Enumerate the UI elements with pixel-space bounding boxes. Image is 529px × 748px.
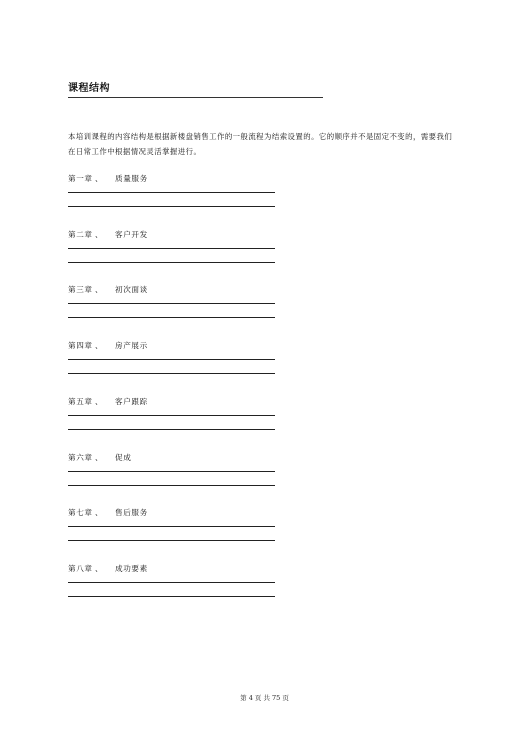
chapter-number: 第二章	[68, 230, 93, 239]
chapter-separator: 、	[95, 508, 103, 517]
chapter-separator: 、	[95, 285, 103, 294]
blank-line	[68, 485, 275, 486]
blank-line	[68, 206, 275, 207]
blank-line	[68, 582, 275, 583]
chapter-name: 客户跟踪	[115, 397, 148, 406]
chapter-number: 第六章	[68, 453, 93, 462]
chapter-7	[68, 507, 278, 547]
intro-paragraph: 本培训课程的内容结构是根据新楼盘销售工作的一般流程为结索设置的。它的顺序并不是固定不变的，需要我们在日常工作中根据情况灵活掌握进行。	[68, 132, 453, 156]
chapter-2	[68, 229, 278, 269]
blank-line	[68, 262, 275, 263]
chapter-name: 促成	[115, 453, 132, 462]
chapter-number: 第八章	[68, 564, 93, 573]
blank-line	[68, 596, 275, 597]
blank-line	[68, 540, 275, 541]
blank-line	[68, 429, 275, 430]
chapter-number: 第五章	[68, 397, 93, 406]
chapter-8	[68, 563, 278, 603]
blank-line	[68, 303, 275, 304]
blank-line	[68, 359, 275, 360]
chapter-number: 第四章	[68, 341, 93, 350]
chapter-name: 质量服务	[115, 174, 148, 183]
blank-line	[68, 471, 275, 472]
chapter-name: 房产展示	[115, 341, 148, 350]
blank-line	[68, 373, 275, 374]
chapter-number: 第一章	[68, 174, 93, 183]
blank-line	[68, 248, 275, 249]
chapter-separator: 、	[95, 397, 103, 406]
blank-line	[68, 317, 275, 318]
chapter-separator: 、	[95, 230, 103, 239]
chapter-name: 售后服务	[115, 508, 148, 517]
chapter-4	[68, 340, 278, 380]
chapter-3	[68, 284, 278, 324]
chapter-6	[68, 452, 278, 492]
section-title-row	[68, 83, 323, 98]
chapter-separator: 、	[95, 341, 103, 350]
section-title: 课程结构	[68, 83, 110, 94]
blank-line	[68, 192, 275, 193]
chapter-5	[68, 396, 278, 436]
page-footer: 第 4 页 共 75 页	[240, 694, 289, 702]
chapter-name: 初次面谈	[115, 285, 148, 294]
chapter-separator: 、	[95, 453, 103, 462]
blank-line	[68, 526, 275, 527]
chapter-1	[68, 173, 278, 213]
chapter-name: 客户开发	[115, 230, 148, 239]
chapter-number: 第三章	[68, 285, 93, 294]
chapter-number: 第七章	[68, 508, 93, 517]
chapter-separator: 、	[95, 174, 103, 183]
blank-line	[68, 415, 275, 416]
chapter-name: 成功要素	[115, 564, 148, 573]
chapter-separator: 、	[95, 564, 103, 573]
